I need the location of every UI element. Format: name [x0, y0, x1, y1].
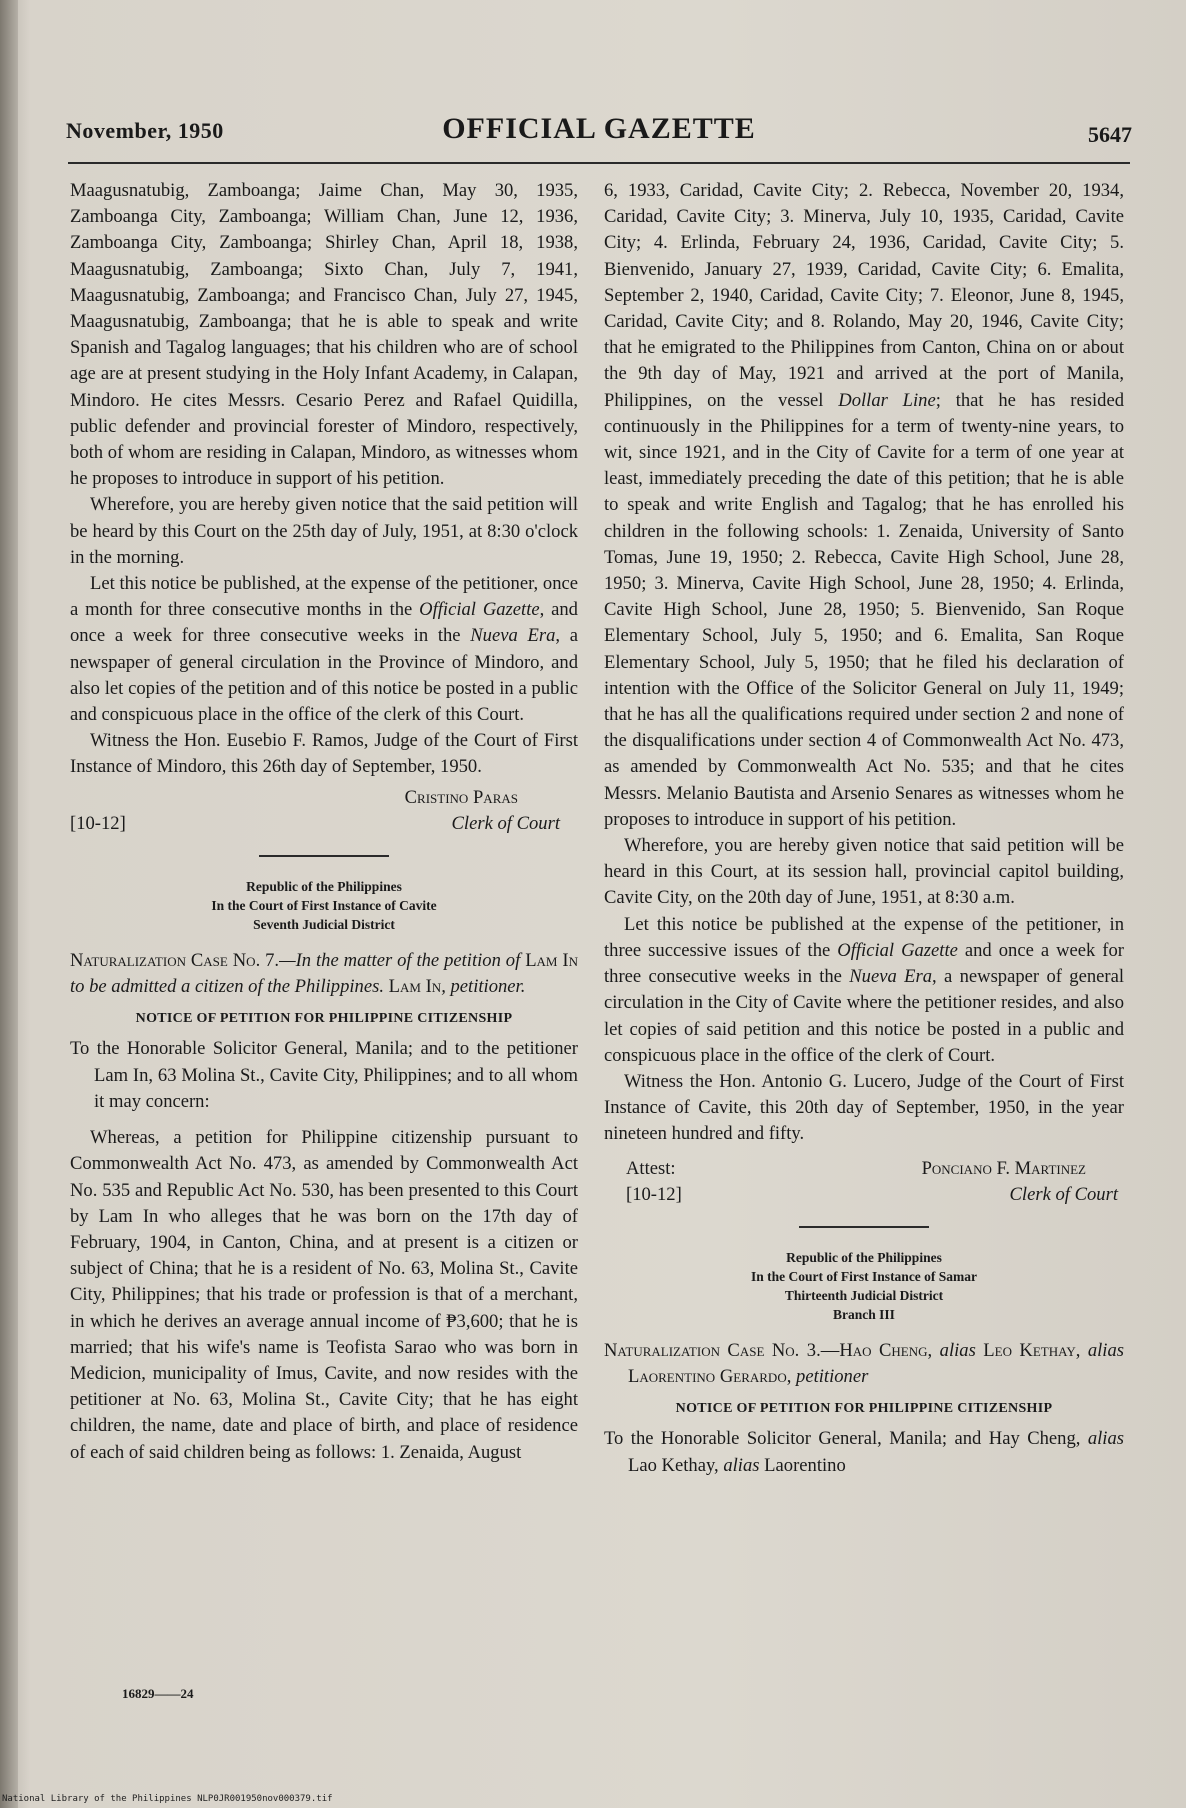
left-paragraph-1: Maagusnatubig, Zamboanga; Jaime Chan, May 30, 1935, Zamboanga City, Zamboanga; William Chan, June 12, 1936, Zamboanga City, Zamboanga; Shirley Chan, April 18, 1938, Maagusnatubig, Zamboanga; Sixto Chan, July 7, 1941, Maagusnatubig, Zamboanga; and Francisco Chan, July 27, 1945, Maagusnatubig, Zamboanga; that he is able to speak and write Spanish and Tagalog languages; that his children who are of school age are at present studying in the Holy Infant Academy, in Calapan, Mindoro. He cites Messrs. Cesario Perez and Rafael Quidilla, public defender and provincial forester of Mindoro, respectively, both of whom are residing in Calapan, Mindoro, as witnesses whom he proposes to introduce in support of his petition. — [70, 180, 578, 490]
section-divider — [799, 1226, 929, 1228]
header-title: OFFICIAL GAZETTE — [442, 112, 756, 145]
left-signature-line — [70, 811, 578, 837]
right-paragraph-wherefore: Wherefore, you are hereby given notice that said petition will be heard in this Court, at its session hall, provincial capitol building, Cavite City, on the 20th day of June, 1951, at 8:30 a.m. — [604, 835, 1124, 909]
right-signatory-name: Ponciano F. Martinez — [921, 1157, 1086, 1179]
left-signatory-title: Clerk of Court — [451, 812, 560, 834]
right-case-caption: Naturalization Case No. 3.—Hao Cheng, alias Leo Kethay, alias Laorentino Gerardo, petitioner — [604, 1339, 1125, 1388]
header-page-number: 5647 — [1088, 122, 1132, 147]
right-paragraph-publication: Let this notice be published at the expense of the petitioner, in three successive issues of the Official Gazette and once a week for three consecutive weeks in the Nueva Era, a newspaper of general circulation in the City of Cavite where the petitioner resides, and also let copies of said petition and this notice be posted in a public and conspicuous place in the office of the clerk of Court. — [604, 913, 1124, 1066]
right-signature-line — [604, 1182, 1124, 1208]
publication-official-gazette: Official Gazette — [419, 599, 540, 621]
left-whereas-paragraph: Whereas, a petition for Philippine citizenship pursuant to Commonwealth Act No. 473, as amended by Commonwealth Act No. 535 and Republic Act No. 530, has been presented to this Court by Lam In who alleges that he was born on the 17th day of February, 1904, in Canton, China, and at present is a citizen or subject of China; that he is a resident of No. 63, Molina St., Cavite City, Philippines; that his trade or profession is that of a merchant, in which he derives an average annual income of ₱3,600; that he is married; that his wife's name is Teofista Sarao who was born in Medicion, municipality of Imus, Cavite, and now resides with the petitioner at No. 63, Molina St., Cavite City; that he has eight children, the name, date and place of birth, and place of residence of each of said children being as follows: 1. Zenaida, August — [70, 1127, 578, 1463]
publication-official-gazette: Official Gazette — [837, 939, 958, 961]
right-address-paragraph: To the Honorable Solicitor General, Manila; and Hay Cheng, alias Lao Kethay, alias Laorentino — [604, 1428, 1124, 1476]
right-court-heading: Republic of the Philippines In the Court of First Instance of Samar Thirteenth Judicial District Branch III — [750, 1249, 978, 1322]
left-address-paragraph: To the Honorable Solicitor General, Manila; and to the petitioner Lam In, 63 Molina St., Cavite City, Philippines; and to all whom it may concern: — [70, 1038, 578, 1112]
right-signatory-title: Clerk of Court — [1009, 1183, 1118, 1205]
left-signatory-name: Cristino Paras — [404, 786, 518, 808]
left-notice-title: NOTICE OF PETITION FOR PHILIPPINE CITIZENSHIP — [135, 1011, 513, 1027]
left-paragraph-wherefore: Wherefore, you are hereby given notice that the said petition will be heard by this Court on the 25th day of July, 1951, at 8:30 o'clock in the morning. — [70, 494, 578, 568]
header-date: November, 1950 — [66, 118, 224, 143]
right-column — [604, 178, 1124, 1479]
page-binding-shadow — [0, 0, 18, 1808]
right-issue-ref: [10-12] — [626, 1183, 682, 1205]
left-paragraph-witness: Witness the Hon. Eusebio F. Ramos, Judge of the Court of First Instance of Mindoro, this 26th day of September, 1950. — [70, 730, 578, 778]
print-code: 16829——24 — [122, 1686, 194, 1701]
page-header — [66, 112, 1132, 152]
section-divider — [259, 855, 389, 857]
header-rule — [68, 162, 1130, 164]
right-attest-line — [604, 1156, 1124, 1182]
left-column — [70, 178, 578, 1466]
vessel-name: Dollar Line — [838, 389, 936, 411]
right-notice-title: NOTICE OF PETITION FOR PHILIPPINE CITIZENSHIP — [675, 1401, 1053, 1417]
attest-label: Attest: — [626, 1157, 676, 1179]
publication-nueva-era: Nueva Era — [849, 966, 933, 988]
scan-footer: National Library of the Philippines NLP0JR001950nov000379.tif — [2, 1794, 333, 1804]
left-paragraph-publication: Let this notice be published, at the expense of the petitioner, once a month for three consecutive months in the Official Gazette, and once a week for three consecutive weeks in the Nueva Era, a newspaper of general circulation in the Province of Mindoro, and also let copies of the petition and of this notice be posted in a public and conspicuous place in the office of the clerk of this Court. — [70, 573, 578, 726]
left-case-caption: Naturalization Case No. 7.—In the matter of the petition of Lam In to be admitted a citizen of the Philippines. Lam In, petitioner. — [70, 950, 578, 998]
left-court-heading: Republic of the Philippines In the Court of First Instance of Cavite Seventh Judicial District — [211, 879, 437, 933]
right-paragraph-witness: Witness the Hon. Antonio G. Lucero, Judge of the Court of First Instance of Cavite, this 20th day of September, 1950, in the year nineteen hundred and fifty. — [604, 1070, 1124, 1145]
right-paragraph-1: 6, 1933, Caridad, Cavite City; 2. Rebecca, November 20, 1934, Caridad, Cavite City; 3. Minerva, July 10, 1935, Caridad, Cavite City; 4. Erlinda, February 24, 1936, Caridad, Cavite City; 5. Bienvenido, January 27, 1939, Caridad, Cavite City; 6. Emalita, September 2, 1940, Caridad, Cavite City; 7. Eleonor, June 8, 1945, Caridad, Cavite City; and 8. Rolando, May 20, 1946, Cavite City; that he emigrated to the Philippines from Canton, China on or about the 9th day of May, 1921 and arrived at the port of Manila, Philippines, on the vessel Dollar Line; that he has resided continuously in the Philippines for a term of twenty-nine years, to wit, since 1921, and in the City of Cavite for a term of one year at least, immediately preceding the date of this petition; that he is able to speak and write English and Tagalog; that he has enrolled his children in the following schools: 1. Zenaida, University of Santo Tomas, June 19, 1950; 2. Rebecca, Cavite High School, June 28, 1950; 3. Minerva, Cavite High School, June 28, 1950; 4. Erlinda, Cavite High School, June 28, 1950; 5. Bienvenido, San Roque Elementary School, July 5, 1950; and 6. Emalita, San Roque Elementary School, July 5, 1950; that he filed his declaration of intention with the Office of the Solicitor General on July 11, 1949; that he has all the qualifications required under section 2 and none of the disqualifications under section 4 of Commonwealth Act No. 473, as amended by Commonwealth Act No. 535; and that he cites Messrs. Melanio Bautista and Arsenio Senares as witnesses whom he proposes to introduce in support of his petition. — [604, 180, 1125, 830]
left-issue-ref: [10-12] — [70, 812, 126, 834]
publication-nueva-era: Nueva Era — [470, 625, 556, 647]
